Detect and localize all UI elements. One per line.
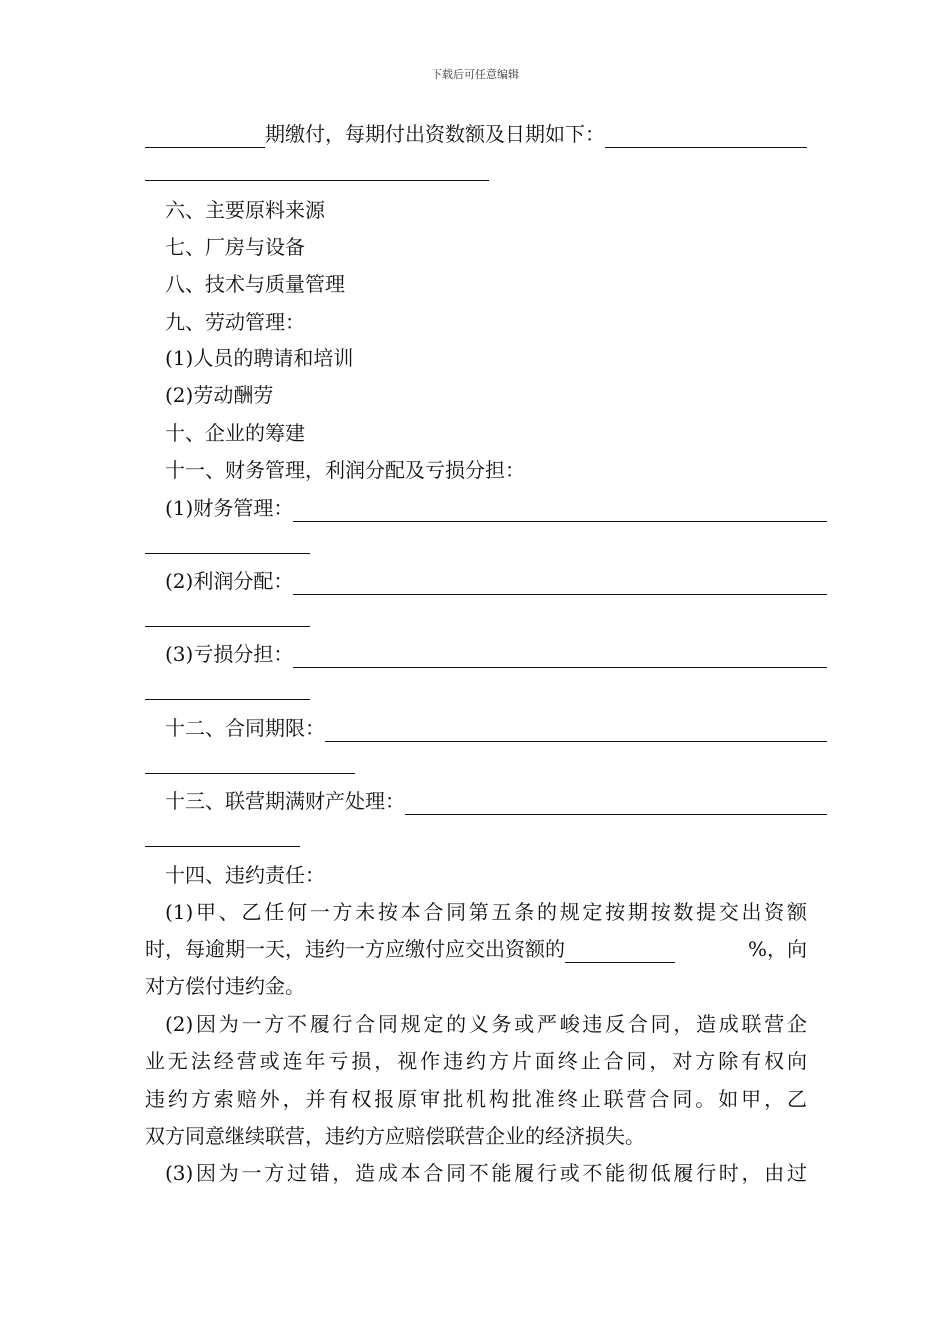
blank-field[interactable] [145, 699, 310, 700]
section-8: 八、技术与质量管理 [165, 272, 345, 296]
section-14-item-1-line-1: (1)甲、乙任何一方未按本合同第五条的规定按期按数提交出资额 [165, 900, 807, 924]
section-14-item-2-line-4: 双方同意继续联营，违约方应赔偿联营企业的经济损失。 [145, 1124, 645, 1148]
page-header-note: 下载后可任意编辑 [431, 68, 519, 81]
blank-field[interactable] [293, 572, 827, 595]
blank-field[interactable] [145, 180, 489, 181]
section-14: 十四、违约责任： [165, 863, 325, 887]
blank-field[interactable] [145, 553, 310, 554]
blank-field[interactable] [145, 626, 310, 627]
section-12-label: 十二、合同期限： [165, 716, 325, 740]
section-11-item-1 [145, 494, 827, 522]
blank-field[interactable] [293, 645, 827, 668]
section-14-item-2-line-3: 违约方索赔外，并有权报原审批机构批准终止联营合同。如甲，乙 [145, 1087, 807, 1111]
blank-field[interactable] [145, 773, 355, 774]
payment-text: 期缴付，每期付出资数额及日期如下： [265, 122, 605, 146]
section-14-item-1-line-2-post: %，向 [747, 937, 807, 961]
section-13 [145, 787, 827, 815]
section-14-item-3-line-1: (3)因为一方过错，造成本合同不能履行或不能彻低履行时，由过 [165, 1161, 807, 1185]
section-7: 七、厂房与设备 [165, 235, 305, 259]
section-14-item-1-line-2-pre: 时，每逾期一天，违约一方应缴付应交出资额的 [145, 937, 565, 961]
section-9-item-2: (2)劳动酬劳 [165, 383, 274, 407]
section-11: 十一、财务管理，利润分配及亏损分担： [165, 458, 525, 482]
blank-field[interactable] [145, 846, 300, 847]
section-11-item-3 [145, 640, 827, 668]
section-13-label: 十三、联营期满财产处理： [165, 789, 405, 813]
blank-field[interactable] [325, 719, 827, 742]
section-11-item-2-label: (2)利润分配： [165, 569, 294, 593]
section-14-item-1-line-3: 对方偿付违约金。 [145, 974, 305, 998]
section-12 [145, 714, 827, 742]
blank-field[interactable] [293, 499, 827, 522]
section-6: 六、主要原料来源 [165, 198, 325, 222]
blank-field[interactable] [405, 792, 827, 815]
section-9-item-1: (1)人员的聘请和培训 [165, 346, 354, 370]
percentage-blank-field[interactable] [565, 940, 675, 963]
section-14-item-1-line-2 [145, 935, 807, 963]
blank-field[interactable] [145, 125, 265, 148]
payment-line [145, 120, 807, 148]
section-11-item-1-label: (1)财务管理： [165, 496, 294, 520]
section-10: 十、企业的筹建 [165, 421, 305, 445]
section-9: 九、劳动管理： [165, 310, 305, 334]
section-11-item-3-label: (3)亏损分担： [165, 642, 294, 666]
blank-field[interactable] [605, 125, 807, 148]
section-11-item-2 [145, 567, 827, 595]
section-14-item-2-line-2: 业无法经营或连年亏损，视作违约方片面终止合同，对方除有权向 [145, 1049, 807, 1073]
section-14-item-2-line-1: (2)因为一方不履行合同规定的义务或严峻违反合同，造成联营企 [165, 1012, 807, 1036]
